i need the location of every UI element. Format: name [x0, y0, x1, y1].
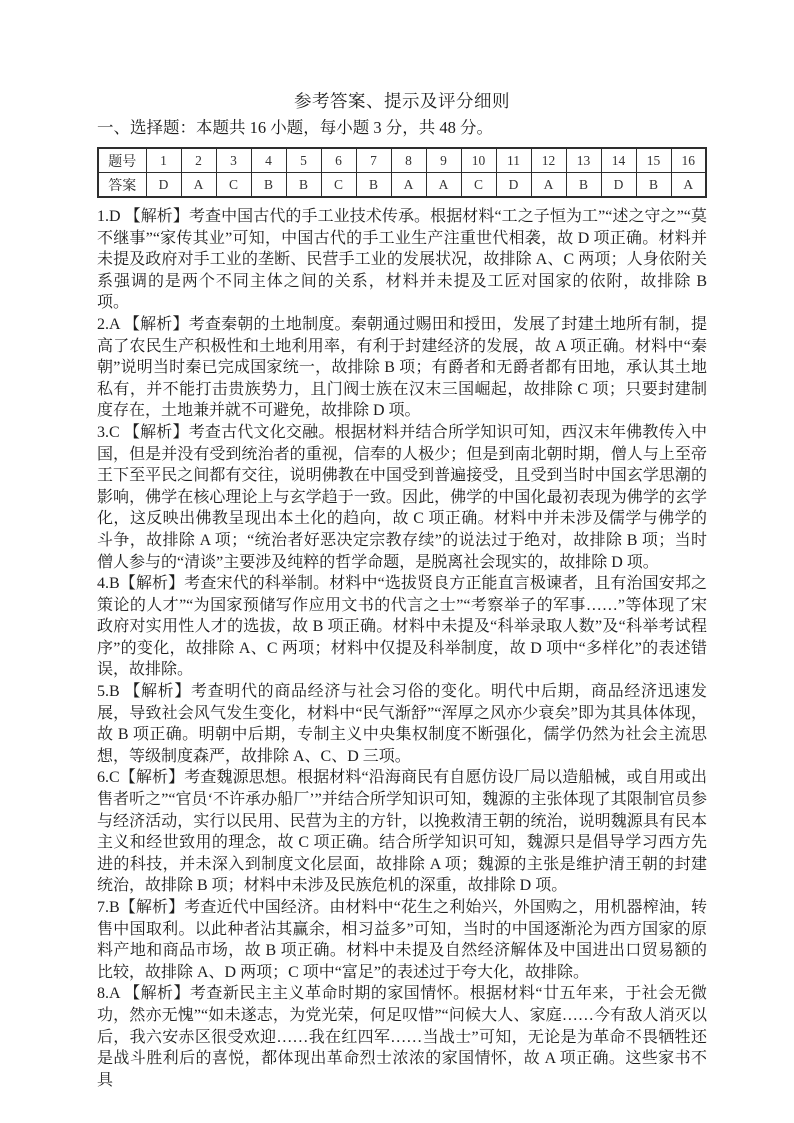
answer-cell: C — [216, 173, 251, 198]
row-header-answer: 答案 — [98, 173, 146, 198]
question-number-cell: 13 — [566, 148, 601, 173]
question-number-cell: 4 — [251, 148, 286, 173]
question-number-cell: 15 — [636, 148, 671, 173]
question-number-cell: 7 — [356, 148, 391, 173]
answer-cell: B — [251, 173, 286, 198]
question-number-cell: 16 — [671, 148, 706, 173]
answer-cell: A — [181, 173, 216, 198]
row-header-question-number: 题号 — [98, 148, 146, 173]
explanation-item-8: 8.A 【解析】考查新民主主义革命时期的家国情怀。根据材料“廿五年来，于社会无微功，然亦无愧”“如未遂志，为党光荣，何足叹惜”“问候大人、家庭……今有敌人消灭以后，我六安赤区很受欢迎……我在红四军……当战士”可知，无论是为革命不畏牺牲还是战斗胜利后的喜悦，都体现出革命烈士浓浓的家国情怀，故 A 项正确。这些家书不具 — [97, 985, 707, 1089]
answer-row — [98, 173, 706, 198]
answer-cell: D — [496, 173, 531, 198]
explanation-item-4: 4.B【解析】考查宋代的科举制。材料中“选拔贤良方正能直言极谏者，且有治国安邦之策论的人才”“为国家预储写作应用文书的代言之士”“考察举子的军事……”等体现了宋政府对实用性人才的选拔，故 B 项正确。材料中未提及“科举录取人数”及“科举考试程序”的变化，故排除 A、C 两项；材料中仅提及科举制度，故 D 项中“多样化”的表述错误，故排除。 — [97, 575, 707, 679]
question-number-row — [98, 148, 706, 173]
question-number-cell: 10 — [461, 148, 496, 173]
question-number-cell: 6 — [321, 148, 356, 173]
explanation-item-5: 5.B 【解析】考查明代的商品经济与社会习俗的变化。明代中后期，商品经济迅速发展，导致社会风气发生变化，材料中“民气渐舒”“浑厚之风亦少衰矣”即为其具体体现，故 B 项正确。明朝中后期，专制主义中央集权制度不断强化，儒学仍然为社会主流思想，等级制度森严，故排除 A、C、D 三项。 — [97, 683, 707, 765]
answer-cell: A — [671, 173, 706, 198]
answer-cell: B — [636, 173, 671, 198]
answer-cell: D — [601, 173, 636, 198]
question-number-cell: 12 — [531, 148, 566, 173]
answer-cell: C — [461, 173, 496, 198]
question-number-cell: 14 — [601, 148, 636, 173]
explanation-item-2: 2.A 【解析】考查秦朝的土地制度。秦朝通过赐田和授田，发展了封建土地所有制，提高了农民生产积极性和土地利用率，有利于封建经济的发展，故 A 项正确。材料中“秦朝”说明当时秦已完成国家统一，故排除 B 项；有爵者和无爵者都有田地，承认其土地私有，并不能打击贵族势力，且门阀士族在汉末三国崛起，故排除 C 项；只要封建制度存在，土地兼并就不可避免，故排除 D 项。 — [97, 315, 707, 420]
question-number-cell: 5 — [286, 148, 321, 173]
answer-cell: B — [566, 173, 601, 198]
page-title: 参考答案、提示及评分细则 — [294, 91, 510, 111]
question-number-cell: 3 — [216, 148, 251, 173]
question-number-cell: 11 — [496, 148, 531, 173]
answer-cell: A — [391, 173, 426, 198]
question-number-cell: 8 — [391, 148, 426, 173]
answer-cell: D — [146, 173, 181, 198]
answer-cell: C — [321, 173, 356, 198]
question-number-cell: 2 — [181, 148, 216, 173]
question-number-cell: 1 — [146, 148, 181, 173]
section-heading-multiple-choice: 一、选择题：本题共 16 小题，每小题 3 分，共 48 分。 — [97, 118, 493, 137]
explanation-item-1: 1.D 【解析】考查中国古代的手工业技术传承。根据材料“工之子恒为工”“述之守之”“莫不继事”“家传其业”可知，中国古代的手工业生产注重世代相袭，故 D 项正确。材料并未提及政府对手工业的垄断、民营手工业的发展状况，故排除 A、C 两项；人身依附关系强调的是两个不同主体之间的关系，材料并未提及工匠对国家的依附，故排除 B 项。 — [97, 208, 707, 312]
answer-cell: A — [531, 173, 566, 198]
question-number-cell: 9 — [426, 148, 461, 173]
explanation-item-6: 6.C【解析】考查魏源思想。根据材料“沿海商民有自愿仿设厂局以造船械，或自用或出售者听之”“官员‘不许承办船厂’”并结合所学知识可知，魏源的主张体现了其限制官员参与经济活动，实行以民用、民营为主的方针，以挽救清王朝的统治，说明魏源具有民本主义和经世致用的理念，故 C 项正确。结合所学知识可知，魏源只是倡导学习西方先进的科技，并未深入到制度文化层面，故排除 A 项；魏源的主张是维护清王朝的封建统治，故排除 B 项；材料中未涉及民族危机的深重，故排除 D 项。 — [97, 769, 707, 895]
explanation-item-7: 7.B【解析】考查近代中国经济。由材料中“花生之利始兴，外国购之，用机器榨油，转售中国取利。以此种者沾其赢余，相习益多”可知，当时的中国逐渐沦为西方国家的原料产地和商品市场，故 B 项正确。材料中未提及自然经济解体及中国进出口贸易额的比较，故排除 A、D 两项；C 项中“富足”的表述过于夸大化，故排除。 — [97, 899, 707, 981]
answer-table — [97, 147, 707, 198]
explanation-item-3: 3.C 【解析】考查古代文化交融。根据材料并结合所学知识可知，西汉末年佛教传入中国，但是并没有受到统治者的重视，信奉的人极少；但是到南北朝时期，僧人与上至帝王下至平民之间都有交往，说明佛教在中国受到普遍接受，且受到当时中国玄学思潮的影响，佛学在核心理论上与玄学趋于一致。因此，佛学的中国化最初表现为佛学的玄学化，这反映出佛教呈现出本土化的趋向，故 C 项正确。材料中并未涉及儒学与佛学的斗争，故排除 A 项；“统治者好恶决定宗教存续”的说法过于绝对，故排除 B 项；当时僧人参与的“清谈”主要涉及纯粹的哲学命题，是脱离社会现实的，故排除 D 项。 — [97, 423, 707, 571]
answer-cell: A — [426, 173, 461, 198]
answer-cell: B — [356, 173, 391, 198]
explanations-section — [97, 206, 707, 1091]
answer-cell: B — [286, 173, 321, 198]
